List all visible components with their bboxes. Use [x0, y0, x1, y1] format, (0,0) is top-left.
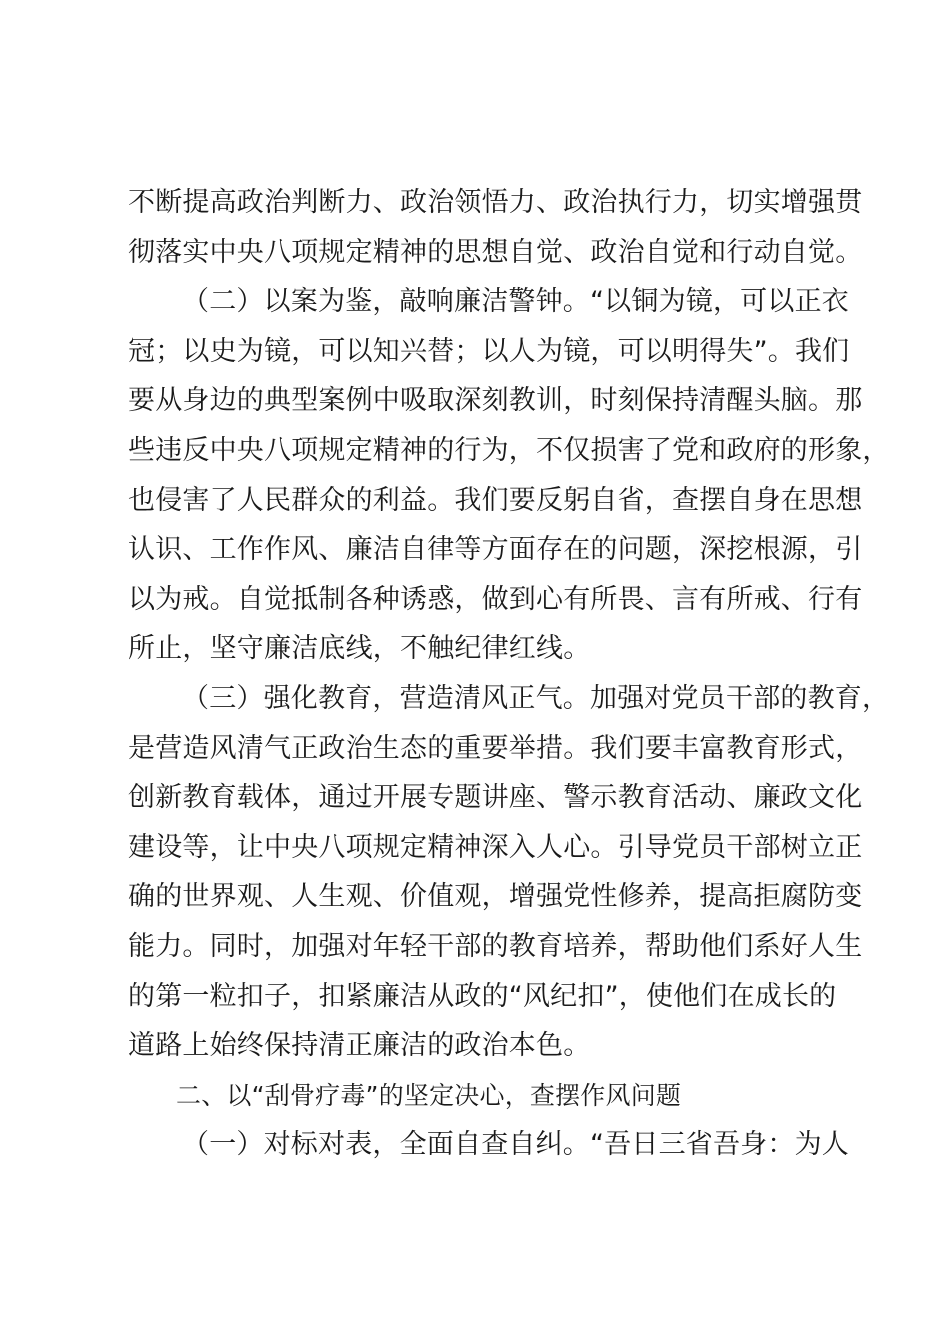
text-line: 确的世界观、人生观、价值观，增强党性修养，提高拒腐防变 — [128, 881, 863, 913]
text-line: 能力。同时，加强对年轻干部的教育培养，帮助他们系好人生 — [128, 930, 863, 962]
text-line: 些违反中央八项规定精神的行为，不仅损害了党和政府的形象， — [128, 434, 890, 466]
text-line: 建设等，让中央八项规定精神深入人心。引导党员干部树立正 — [128, 831, 863, 863]
text-line: 冠；以史为镜，可以知兴替；以人为镜，可以明得失”。我们 — [128, 335, 850, 367]
text-line: 以为戒。自觉抵制各种诱惑，做到心有所畏、言有所戒、行有 — [128, 583, 863, 615]
text-line: 的第一粒扣子，扣紧廉洁从政的“风纪扣”，使他们在成长的 — [128, 980, 837, 1012]
text-line: 创新教育载体，通过开展专题讲座、警示教育活动、廉政文化 — [128, 782, 863, 814]
text-line: 也侵害了人民群众的利益。我们要反躬自省，查摆自身在思想 — [128, 484, 863, 516]
section-heading: 二、以“刮骨疗毒”的坚定决心，查摆作风问题 — [176, 1080, 682, 1110]
text-line: 不断提高政治判断力、政治领悟力、政治执行力，切实增强贯 — [128, 187, 863, 218]
text-line: 是营造风清气正政治生态的重要举措。我们要丰富教育形式， — [128, 732, 863, 764]
text-line: 所止，坚守廉洁底线，不触纪律红线。 — [128, 633, 591, 665]
paragraph-start-line: （三）强化教育，营造清风正气。加强对党员干部的教育， — [182, 682, 890, 714]
text-line: 彻落实中央八项规定精神的思想自觉、政治自觉和行动自觉。 — [128, 236, 863, 268]
paragraph-start-line: （二）以案为鉴，敲响廉洁警钟。“以铜为镜，可以正衣 — [182, 286, 849, 318]
text-line: 道路上始终保持清正廉洁的政治本色。 — [128, 1030, 591, 1062]
text-line: 要从身边的典型案例中吸取深刻教训，时刻保持清醒头脑。那 — [128, 385, 863, 417]
text-line: 认识、工作作风、廉洁自律等方面存在的问题，深挖根源，引 — [128, 534, 863, 566]
paragraph-start-line: （一）对标对表，全面自查自纠。“吾日三省吾身：为人 — [182, 1129, 849, 1161]
document-body — [128, 178, 890, 1170]
